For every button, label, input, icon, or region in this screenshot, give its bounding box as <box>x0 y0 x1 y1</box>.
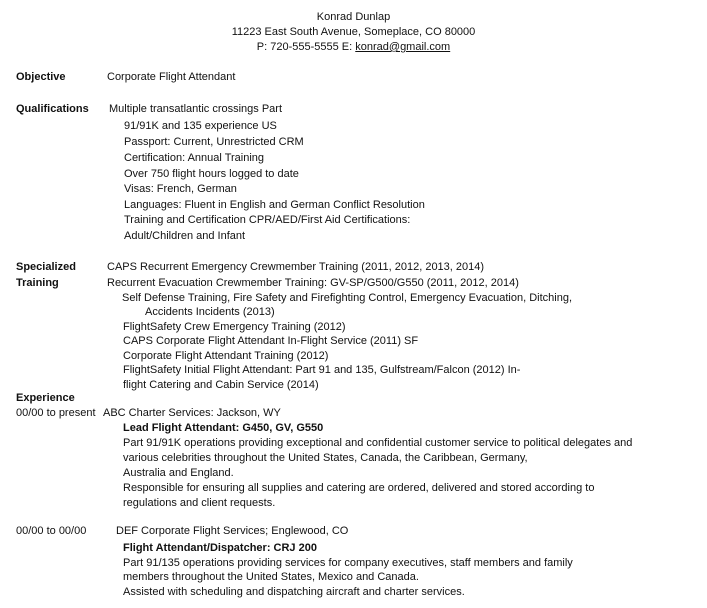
qualification-line: Multiple transatlantic crossings Part <box>109 103 283 115</box>
job-line: Part 91/91K operations providing exceptional and confidential customer service to political delegates and <box>123 437 633 449</box>
contact-line <box>0 40 707 54</box>
objective-value: Corporate Flight Attendant <box>107 71 236 83</box>
training-line: FlightSafety Initial Flight Attendant: Part 91 and 135, Gulfstream/Falcon (2012) In- <box>123 364 521 376</box>
training-line: CAPS Recurrent Emergency Crewmember Training (2011, 2012, 2013, 2014) <box>107 261 485 273</box>
training-line: CAPS Corporate Flight Attendant In-Flight Service (2011) SF <box>123 335 419 347</box>
job-line: regulations and client requests. <box>123 497 276 509</box>
job-line: Assisted with scheduling and dispatching aircraft and charter services. <box>123 586 465 598</box>
training-label: Training <box>16 277 59 289</box>
objective-label: Objective <box>16 71 66 83</box>
phone: P: 720-555-5555 E: <box>256 41 356 53</box>
address: 11223 East South Avenue, Someplace, CO 80000 <box>231 26 476 38</box>
job-line: members throughout the United States, Mexico and Canada. <box>123 571 419 583</box>
training-line: Accidents Incidents (2013) <box>145 306 275 318</box>
experience-label: Experience <box>16 392 75 404</box>
qualification-line: Adult/Children and Infant <box>124 230 246 242</box>
applicant-name: Konrad Dunlap <box>316 11 391 23</box>
qualification-line: Passport: Current, Unrestricted CRM <box>124 136 304 148</box>
qualifications-label: Qualifications <box>16 103 89 115</box>
job-title: Lead Flight Attendant: G450, GV, G550 <box>123 422 324 434</box>
job-title: Flight Attendant/Dispatcher: CRJ 200 <box>123 542 317 554</box>
qualification-line: Certification: Annual Training <box>124 152 265 164</box>
qualification-line: Languages: Fluent in English and German Conflict Resolution <box>124 199 425 211</box>
job-dates: 00/00 to 00/00 <box>16 525 87 537</box>
job-line: Responsible for ensuring all supplies and catering are ordered, delivered and stored according to <box>123 482 595 494</box>
job-line: various celebrities throughout the United States, Canada, the Caribbean, Germany, <box>123 452 528 464</box>
job-line: Part 91/135 operations providing services for company executives, staff members and family <box>123 557 573 569</box>
job-line: Australia and England. <box>123 467 234 479</box>
training-label: Specialized <box>16 261 76 273</box>
qualification-line: 91/91K and 135 experience US <box>124 120 277 132</box>
job-dates: 00/00 to present <box>16 407 96 419</box>
qualification-line: Training and Certification CPR/AED/First Aid Certifications: <box>124 214 411 226</box>
training-line: FlightSafety Crew Emergency Training (2012) <box>123 321 346 333</box>
training-line: Corporate Flight Attendant Training (2012) <box>123 350 329 362</box>
qualification-line: Over 750 flight hours logged to date <box>124 168 299 180</box>
training-line: Self Defense Training, Fire Safety and Firefighting Control, Emergency Evacuation, Ditching, <box>122 292 573 304</box>
job-company: ABC Charter Services: Jackson, WY <box>103 407 281 419</box>
job-company: DEF Corporate Flight Services; Englewood, CO <box>116 525 349 537</box>
email-link[interactable]: konrad@gmail.com <box>355 41 451 53</box>
training-line: flight Catering and Cabin Service (2014) <box>123 379 319 391</box>
qualification-line: Visas: French, German <box>124 183 237 195</box>
training-line: Recurrent Evacuation Crewmember Training: GV-SP/G500/G550 (2011, 2012, 2014) <box>107 277 519 289</box>
